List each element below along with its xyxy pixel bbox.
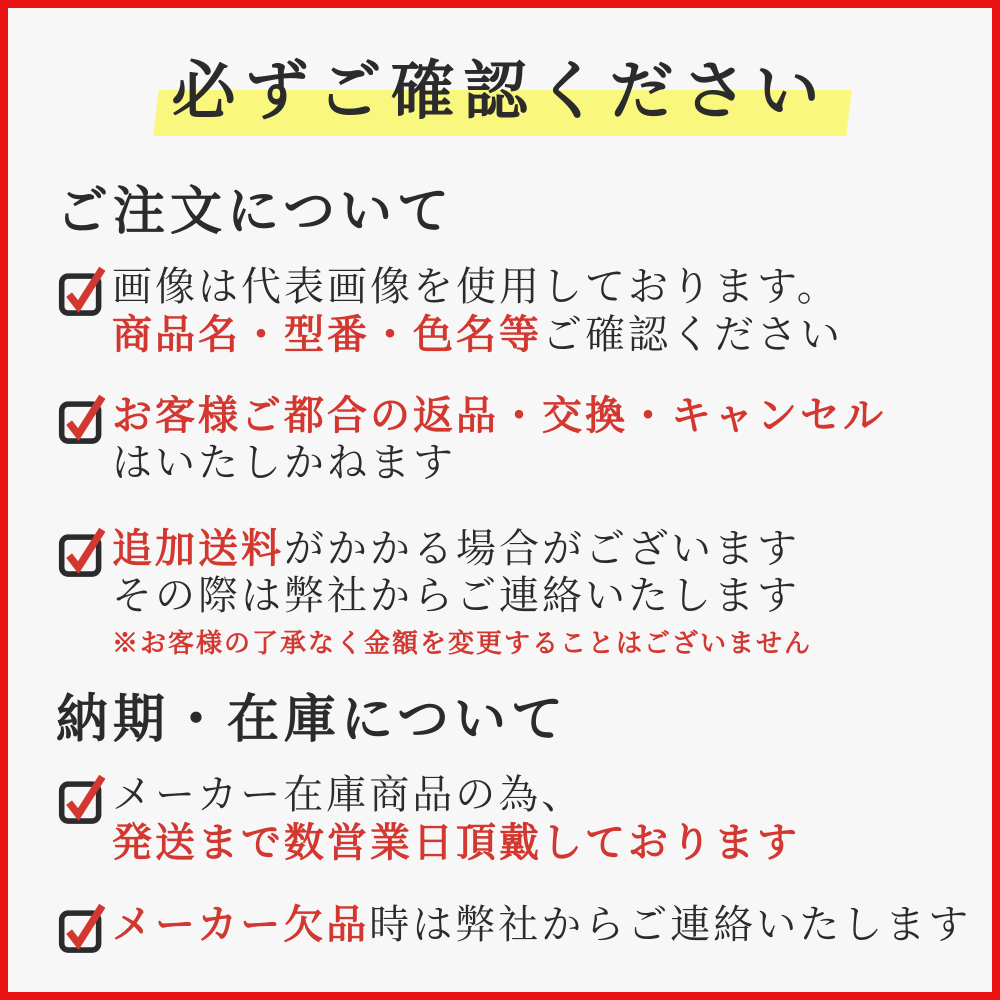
page-title: 必ずご確認ください xyxy=(171,54,829,129)
title-band xyxy=(172,52,829,132)
item-text-segment: 時は弊社からご連絡いたします xyxy=(369,901,972,948)
item-line xyxy=(112,772,800,819)
item-line xyxy=(112,573,812,620)
section-heading-orders: ご注文について xyxy=(56,181,454,242)
item-line xyxy=(112,264,843,311)
item-text-segment-red: メーカー欠品 xyxy=(112,900,370,948)
item-text-segment: 画像は代表画像を使用しております。 xyxy=(112,263,840,310)
item-text-segment-red: 商品名・型番・色名等 xyxy=(112,310,542,358)
item-text xyxy=(112,772,800,867)
item-line xyxy=(112,901,971,949)
list-item xyxy=(58,525,962,660)
item-text-segment: ご確認ください xyxy=(542,311,843,358)
item-text-segment: はいたしかねます xyxy=(112,439,456,486)
item-text-segment: メーカー在庫商品の為、 xyxy=(112,771,585,818)
item-line xyxy=(112,525,812,573)
list-item xyxy=(58,392,962,487)
item-text-segment-red: 発送まで数営業日頂戴しております xyxy=(112,818,800,866)
item-text-segment: その際は弊社からご連絡いたします xyxy=(112,572,800,619)
item-text-segment-red: 追加送料 xyxy=(112,524,284,572)
item-line xyxy=(112,819,800,867)
title-row xyxy=(8,52,992,132)
item-line xyxy=(112,311,843,359)
item-text-segment: がかかる場合がございます xyxy=(284,525,800,572)
checkbox-check-icon xyxy=(58,523,106,579)
list-item xyxy=(58,900,972,955)
item-text xyxy=(112,525,812,660)
item-footnote: ※お客様の了承なく金額を変更することはございません xyxy=(112,628,813,659)
checkbox-check-icon xyxy=(58,390,106,446)
section-heading-delivery-stock: 納期・在庫について xyxy=(56,688,568,750)
item-text xyxy=(112,264,843,359)
checkbox-check-icon xyxy=(58,899,106,955)
item-text-segment-red: お客様ご都合の返品・交換・キャンセル xyxy=(112,391,886,439)
item-text xyxy=(112,901,971,949)
list-item xyxy=(58,264,962,359)
item-text xyxy=(112,392,886,487)
checkbox-check-icon xyxy=(58,262,106,318)
list-item xyxy=(58,772,962,867)
item-line xyxy=(112,392,886,440)
checkbox-check-icon xyxy=(58,770,106,826)
item-line xyxy=(112,440,886,487)
